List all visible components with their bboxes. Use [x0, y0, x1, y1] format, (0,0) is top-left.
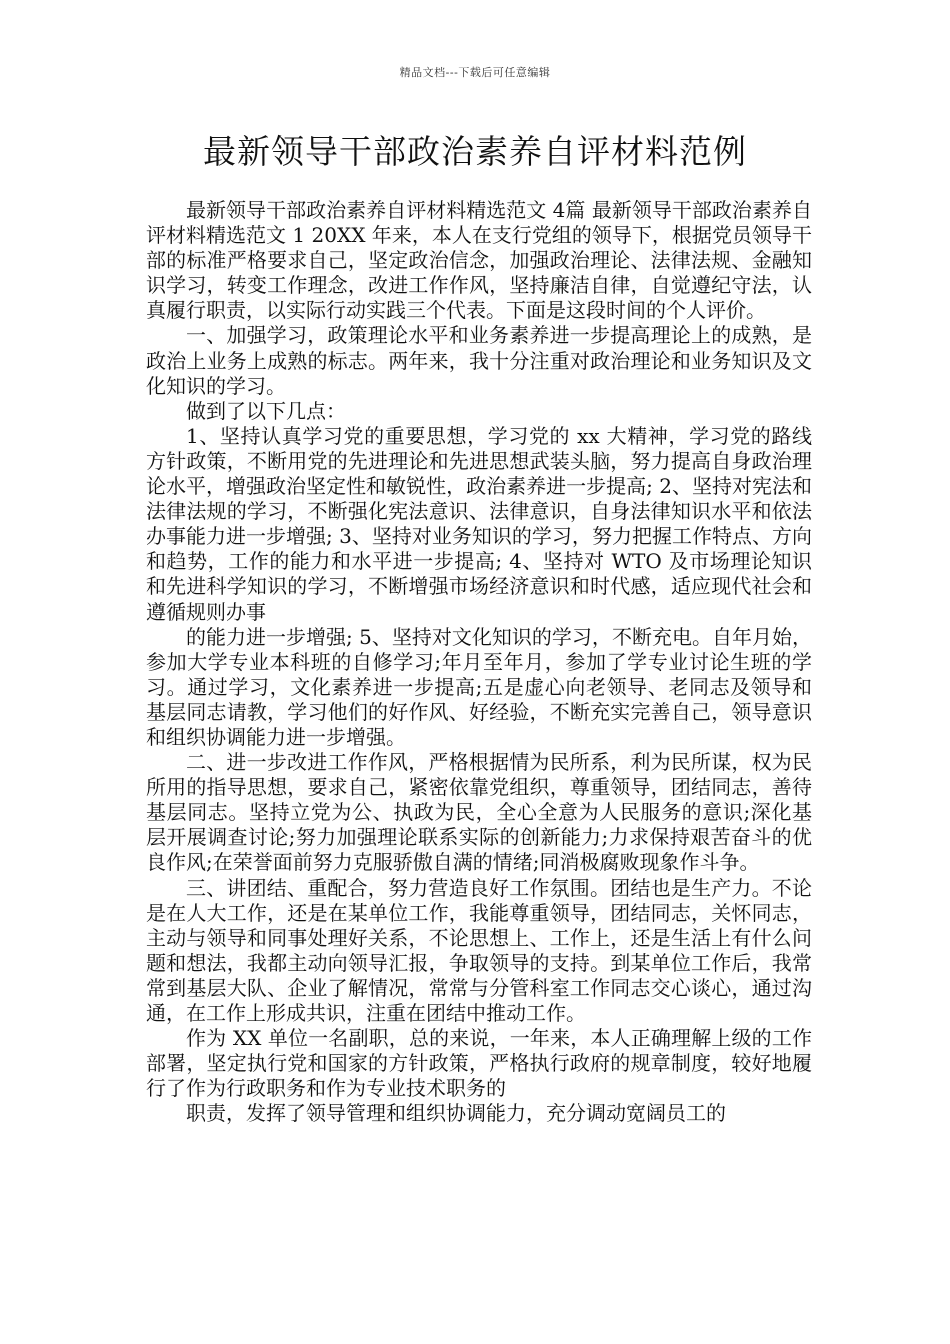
paragraph: 的能力进一步增强; 5、坚持对文化知识的学习，不断充电。自年月始，参加大学专业本科班的自修学习;年月至年月，参加了学专业讨论生班的学习。通过学习，文化素养进一步提高;五是虚心向老领导、老同志及领导和基层同志请教，学习他们的好作风、好经验，不断充实完善自己，领导意识和组织协调能力进一步增强。 — [146, 624, 812, 749]
paragraph: 作为 XX 单位一名副职，总的来说，一年来，本人正确理解上级的工作部署，坚定执行党和国家的方针政策，严格执行政府的规章制度，较好地履行了作为行政职务和作为专业技术职务的 — [146, 1026, 812, 1101]
paragraph: 一、加强学习，政策理论水平和业务素养进一步提高理论上的成熟，是政治上业务上成熟的标志。两年来，我十分注重对政治理论和业务知识及文化知识的学习。 — [146, 323, 812, 398]
document-title: 最新领导干部政治素养自评材料范例 — [203, 132, 747, 171]
paragraph: 做到了以下几点： — [186, 398, 346, 423]
header-note: 精品文档---下载后可任意编辑 — [399, 66, 551, 79]
paragraph: 职责，发挥了领导管理和组织协调能力，充分调动宽阔员工的 — [186, 1101, 726, 1126]
paragraph: 二、进一步改进工作作风，严格根据情为民所系，利为民所谋，权为民所用的指导思想，要求自己，紧密依靠党组织，尊重领导，团结同志，善待基层同志。坚持立党为公、执政为民，全心全意为人民服务的意识;深化基层开展调查讨论;努力加强理论联系实际的创新能力;力求保持艰苦奋斗的优良作风;在荣誉面前努力克服骄傲自满的情绪;同消极腐败现象作斗争。 — [146, 750, 812, 875]
document-body — [146, 198, 812, 1126]
paragraph: 1、坚持认真学习党的重要思想，学习党的 xx 大精神，学习党的路线方针政策，不断用党的先进理论和先进思想武装头脑，努力提高自身政治理论水平，增强政治坚定性和敏锐性，政治素养进一步提高; 2、坚持对宪法和法律法规的学习，不断强化宪法意识、法律意识，自身法律知识水平和依法办事能力进一步增强; 3、坚持对业务知识的学习，努力把握工作特点、方向和趋势，工作的能力和水平进一步提高; 4、坚持对 WTO 及市场理论知识和先进科学知识的学习，不断增强市场经济意识和时代感，适应现代社会和遵循规则办事 — [146, 423, 812, 624]
paragraph: 最新领导干部政治素养自评材料精选范文 4篇 最新领导干部政治素养自评材料精选范文 1 20XX 年来，本人在支行党组的领导下，根据党员领导干部的标准严格要求自己，坚定政治信念，加强政治理论、法律法规、金融知识学习，转变工作理念，改进工作作风，坚持廉洁自律，自觉遵纪守法，认真履行职责，以实际行动实践三个代表。下面是这段时间的个人评价。 — [146, 198, 812, 323]
paragraph: 三、讲团结、重配合，努力营造良好工作氛围。团结也是生产力。不论是在人大工作，还是在某单位工作，我能尊重领导，团结同志，关怀同志，主动与领导和同事处理好关系，不论思想上、工作上，还是生活上有什么问题和想法，我都主动向领导汇报，争取领导的支持。到某单位工作后，我常常到基层大队、企业了解情况，常常与分管科室工作同志交心谈心，通过沟通，在工作上形成共识，注重在团结中推动工作。 — [146, 875, 812, 1025]
